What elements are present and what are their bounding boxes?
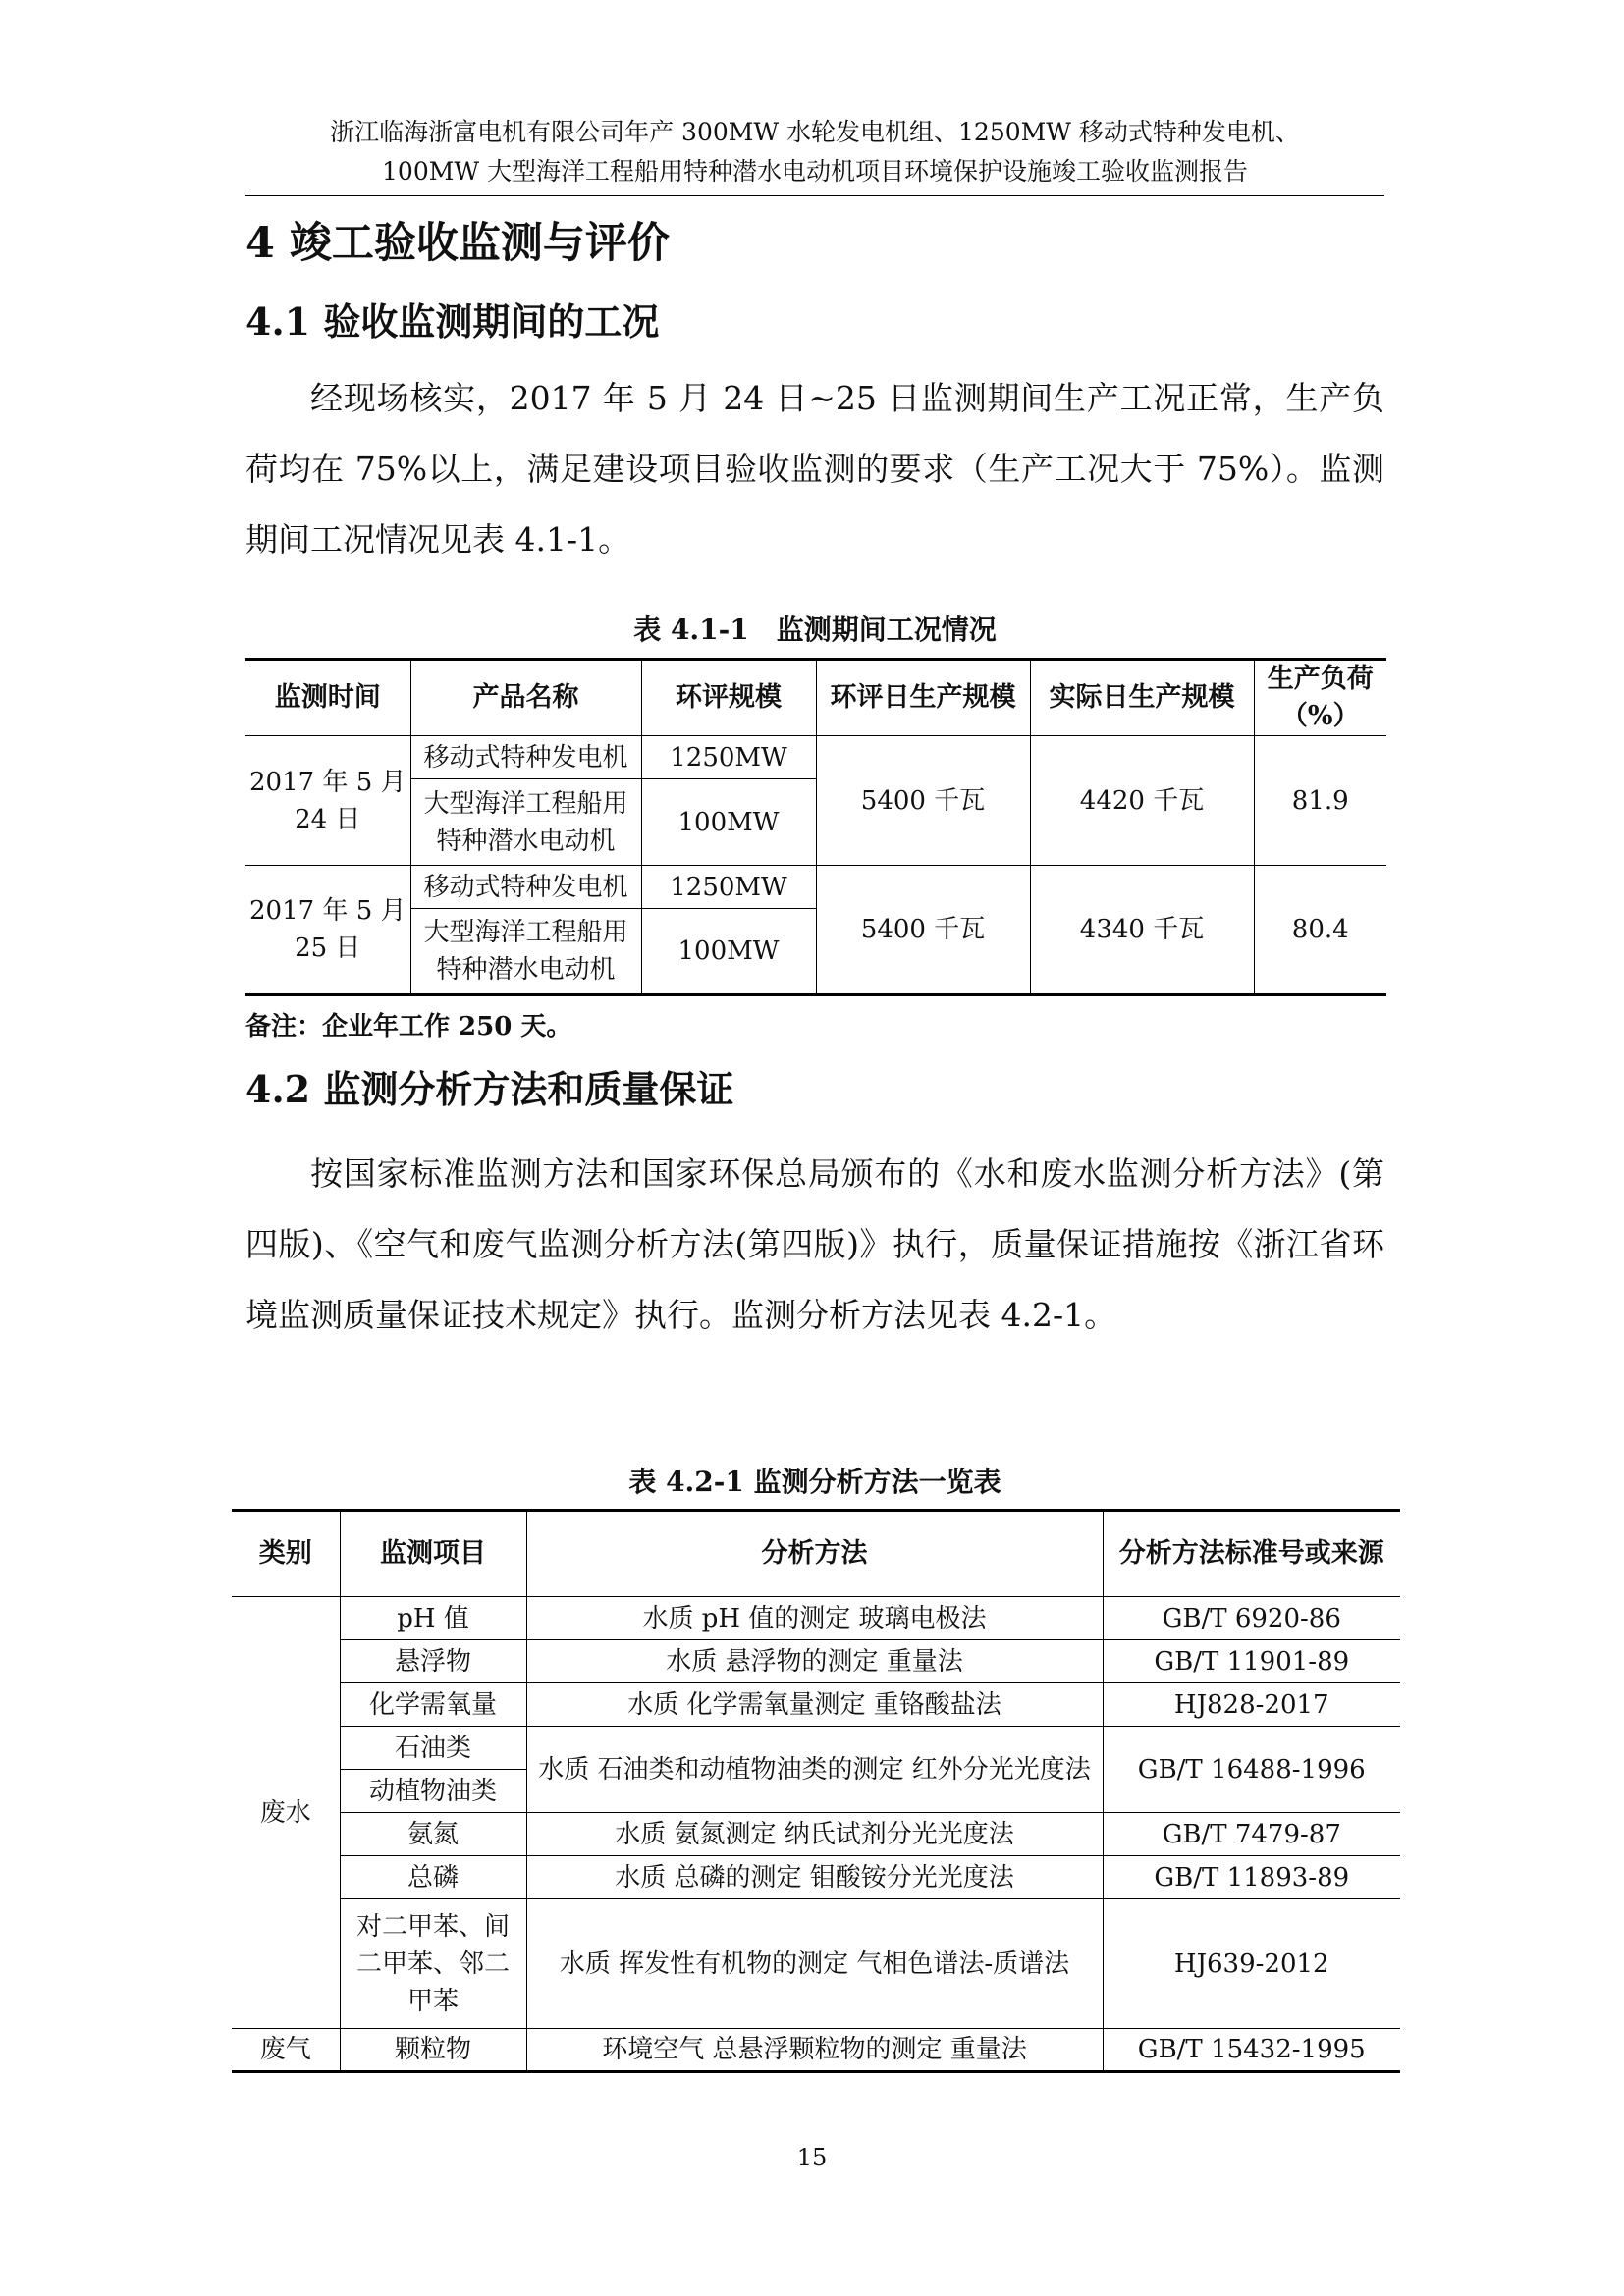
method-cell: 水质 pH 值的测定 玻璃电极法 xyxy=(526,1597,1103,1640)
load-cell: 81.9 xyxy=(1254,736,1386,866)
method-cell: 环境空气 总悬浮颗粒物的测定 重量法 xyxy=(526,2029,1103,2072)
table-row xyxy=(232,1727,1400,1770)
daily-actual-cell: 4420 千瓦 xyxy=(1030,736,1254,866)
category-cell: 废水 xyxy=(232,1597,340,2029)
method-cell: 水质 总磷的测定 钼酸铵分光光度法 xyxy=(526,1856,1103,1899)
item-cell: 石油类 xyxy=(340,1727,526,1770)
standard-cell: GB/T 11901-89 xyxy=(1103,1640,1400,1683)
product-cell: 大型海洋工程船用特种潜水电动机 xyxy=(410,909,641,995)
page-header xyxy=(245,113,1384,191)
product-cell: 大型海洋工程船用特种潜水电动机 xyxy=(410,779,641,866)
standard-cell: GB/T 16488-1996 xyxy=(1103,1727,1400,1813)
category-cell: 废气 xyxy=(232,2029,340,2072)
page-number: 15 xyxy=(796,2144,828,2171)
daily-actual-cell: 4340 千瓦 xyxy=(1030,866,1254,995)
header-line-2: 100MW 大型海洋工程船用特种潜水电动机项目环境保护设施竣工验收监测报告 xyxy=(382,157,1248,186)
table-row xyxy=(232,1856,1400,1899)
date-cell: 2017 年 5 月 25 日 xyxy=(245,866,410,995)
col-header: 类别 xyxy=(232,1511,340,1597)
standard-cell: GB/T 6920-86 xyxy=(1103,1597,1400,1640)
scale-cell: 1250MW xyxy=(641,866,816,909)
product-cell: 移动式特种发电机 xyxy=(410,736,641,779)
scale-cell: 100MW xyxy=(641,779,816,866)
standard-cell: HJ828-2017 xyxy=(1103,1683,1400,1727)
section-4-2-paragraph: 按国家标准监测方法和国家环保总局颁布的《水和废水监测分析方法》(第四版)、《空气和废气监测分析方法(第四版)》执行，质量保证措施按《浙江省环境监测质量保证技术规定》执行。监测分析方法见表 4.2-1。 xyxy=(245,1154,1384,1334)
header-line-1: 浙江临海浙富电机有限公司年产 300MW 水轮发电机组、1250MW 移动式特种发电机、 xyxy=(330,118,1300,146)
method-cell: 水质 化学需氧量测定 重铬酸盐法 xyxy=(526,1683,1103,1727)
table-4-2-caption: 表 4.2-1 监测分析方法一览表 xyxy=(628,1466,1001,1498)
table-row xyxy=(232,1899,1400,2029)
table-4-1-note: 备注：企业年工作 250 天。 xyxy=(245,1012,572,1041)
section-4-title: 4 竣工验收监测与评价 xyxy=(245,219,670,268)
col-header: 监测项目 xyxy=(340,1511,526,1597)
standard-cell: GB/T 15432-1995 xyxy=(1103,2029,1400,2072)
item-cell: 颗粒物 xyxy=(340,2029,526,2072)
product-cell: 移动式特种发电机 xyxy=(410,866,641,909)
standard-cell: HJ639-2012 xyxy=(1103,1899,1400,2029)
col-header: 生产负荷（%） xyxy=(1254,660,1386,736)
table-row xyxy=(232,1683,1400,1727)
item-cell: 氨氮 xyxy=(340,1813,526,1856)
method-cell: 水质 氨氮测定 纳氏试剂分光光度法 xyxy=(526,1813,1103,1856)
table-4-1-caption: 表 4.1-1 监测期间工况情况 xyxy=(633,614,997,646)
item-cell: 对二甲苯、间二甲苯、邻二甲苯 xyxy=(340,1899,526,2029)
table-row xyxy=(245,866,1386,909)
table-row xyxy=(232,1640,1400,1683)
section-4-1-title: 4.1 验收监测期间的工况 xyxy=(245,299,660,344)
table-row xyxy=(232,2029,1400,2072)
table-4-1 xyxy=(245,658,1386,996)
section-4-1-paragraph: 经现场核实，2017 年 5 月 24 日~25 日监测期间生产工况正常，生产负荷均在 75%以上，满足建设项目验收监测的要求（生产工况大于 75%）。监测期间工况情况见表 4.1-1。 xyxy=(245,379,1384,559)
table-row xyxy=(232,1813,1400,1856)
table-row xyxy=(232,1597,1400,1640)
table-header-row xyxy=(245,660,1386,736)
method-cell: 水质 石油类和动植物油类的测定 红外分光光度法 xyxy=(526,1727,1103,1813)
col-header: 分析方法标准号或来源 xyxy=(1103,1511,1400,1597)
header-rule xyxy=(245,195,1384,196)
section-4-2-title: 4.2 监测分析方法和质量保证 xyxy=(245,1067,734,1111)
col-header: 环评规模 xyxy=(641,660,816,736)
col-header: 环评日生产规模 xyxy=(816,660,1030,736)
standard-cell: GB/T 11893-89 xyxy=(1103,1856,1400,1899)
method-cell: 水质 悬浮物的测定 重量法 xyxy=(526,1640,1103,1683)
item-cell: 悬浮物 xyxy=(340,1640,526,1683)
standard-cell: GB/T 7479-87 xyxy=(1103,1813,1400,1856)
date-cell: 2017 年 5 月 24 日 xyxy=(245,736,410,866)
item-cell: 化学需氧量 xyxy=(340,1683,526,1727)
table-header-row xyxy=(232,1511,1400,1597)
daily-eia-cell: 5400 千瓦 xyxy=(816,866,1030,995)
col-header: 分析方法 xyxy=(526,1511,1103,1597)
col-header: 产品名称 xyxy=(410,660,641,736)
item-cell: 总磷 xyxy=(340,1856,526,1899)
table-4-2 xyxy=(232,1509,1400,2073)
load-cell: 80.4 xyxy=(1254,866,1386,995)
scale-cell: 1250MW xyxy=(641,736,816,779)
col-header: 实际日生产规模 xyxy=(1030,660,1254,736)
method-cell: 水质 挥发性有机物的测定 气相色谱法-质谱法 xyxy=(526,1899,1103,2029)
table-row xyxy=(245,736,1386,779)
daily-eia-cell: 5400 千瓦 xyxy=(816,736,1030,866)
col-header: 监测时间 xyxy=(245,660,410,736)
item-cell: 动植物油类 xyxy=(340,1770,526,1813)
scale-cell: 100MW xyxy=(641,909,816,995)
item-cell: pH 值 xyxy=(340,1597,526,1640)
